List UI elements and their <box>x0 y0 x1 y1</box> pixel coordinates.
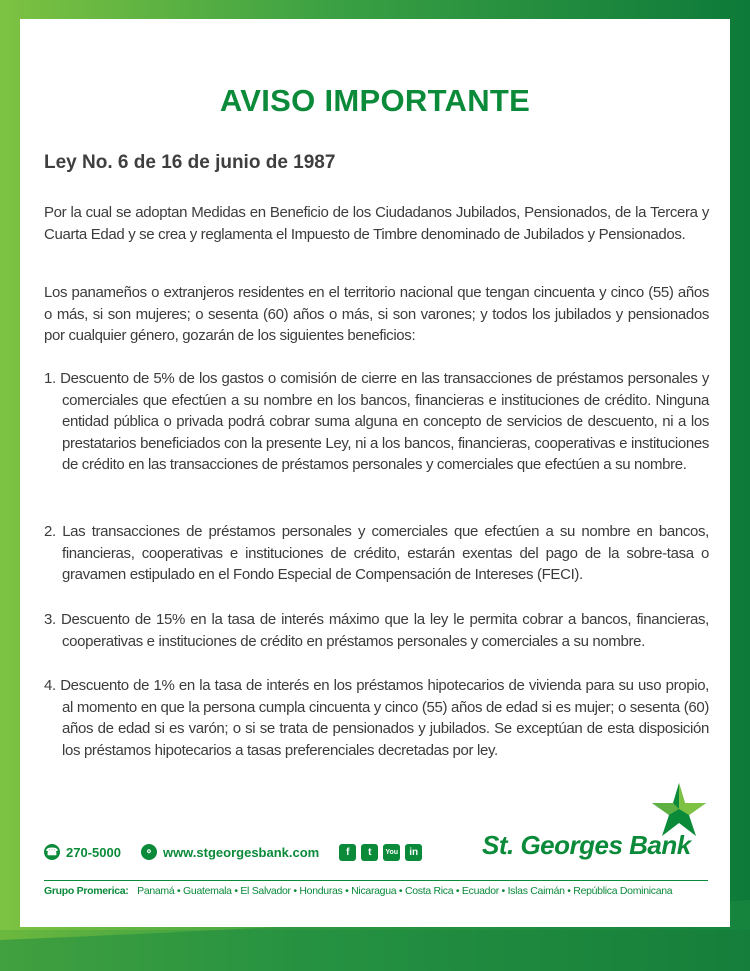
country-item: República Dominicana <box>573 885 673 897</box>
group-label: Grupo Promerica: <box>44 885 129 897</box>
notice-card <box>20 19 730 927</box>
bank-logo[interactable] <box>482 781 712 861</box>
phone-icon: ☎ <box>44 844 60 860</box>
country-item: Islas Caimán • <box>508 885 571 897</box>
country-item: Panamá • <box>137 885 180 897</box>
benefit-item-1: 1. Descuento de 5% de los gastos o comisión de cierre en las transacciones de préstamos personales y comerciales que efectúen a su nombre en los bancos, financieras e instituciones de crédito. Ninguna entidad pública o privada podrá cobrar suma alguna en concepto de servicios de descuento, ni a los prestatarios beneficiados con la presente Ley, ni a los bancos, financieras, cooperativas e instituciones de crédito en las transacciones de préstamos personales y comerciales que efectúen a su nombre. <box>44 370 709 473</box>
benefit-item-2: 2. Las transacciones de préstamos personales y comerciales que efectúen a su nombre en bancos, financieras, cooperativas e instituciones de crédito, estarán exentas del pago de la sobre-tasa o gravamen estipulado en el Fondo Especial de Compensación de Intereses (FECI). <box>44 523 709 583</box>
country-item: Guatemala • <box>183 885 238 897</box>
website-block <box>141 844 319 860</box>
intro-paragraph: Por la cual se adoptan Medidas en Beneficio de los Ciudadanos Jubilados, Pensionados, de la Tercera y Cuarta Edad y se crea y reglamenta el Impuesto de Timbre denominado de Jubilados y Pensionados. <box>44 204 709 243</box>
facebook-icon[interactable]: f <box>339 844 356 861</box>
linkedin-icon[interactable]: in <box>405 844 422 861</box>
twitter-icon[interactable]: t <box>361 844 378 861</box>
page-title: AVISO IMPORTANTE <box>219 83 531 118</box>
logo-text: St. Georges Bank <box>482 830 691 860</box>
benefit-item-3: 3. Descuento de 15% en la tasa de interés máximo que la ley le permita cobrar a bancos, financieras, cooperativas e instituciones de crédito en préstamos personales y comerciales a su nombre. <box>44 611 709 650</box>
benefit-item-4: 4. Descuento de 1% en la tasa de interés en los préstamos hipotecarios de vivienda para su uso propio, al momento en que la persona cumpla cincuenta y cinco (55) años de edad si es mujer; o sesenta (60) años de edad si es varón; o si se trata de pensionados y jubilados. Se exceptúan de esta disposición los préstamos hipotecarios a tasas preferenciales decretadas por ley. <box>44 677 709 759</box>
contact-row <box>44 842 422 862</box>
law-subtitle: Ley No. 6 de 16 de junio de 1987 <box>44 152 336 173</box>
country-item: El Salvador • <box>240 885 296 897</box>
footer-divider <box>44 880 708 881</box>
eligibility-paragraph: Los panameños o extranjeros residentes en el territorio nacional que tengan cincuenta y cinco (55) años o más, si son mujeres; o sesenta (60) años o más, si son varones; y todos los jubilados y pensionados por cualquier género, gozarán de los siguientes beneficios: <box>44 284 709 344</box>
phone-number[interactable]: 270-5000 <box>66 844 121 860</box>
country-item: Ecuador • <box>462 885 505 897</box>
youtube-icon[interactable]: You <box>383 844 400 861</box>
group-countries <box>44 885 672 897</box>
social-icons <box>339 844 422 861</box>
country-item: Honduras • <box>299 885 348 897</box>
country-item: Nicaragua • <box>351 885 402 897</box>
website-link[interactable]: www.stgeorgesbank.com <box>162 844 320 860</box>
country-item: Costa Rica • <box>405 885 459 897</box>
globe-icon: ⚬ <box>141 844 157 860</box>
